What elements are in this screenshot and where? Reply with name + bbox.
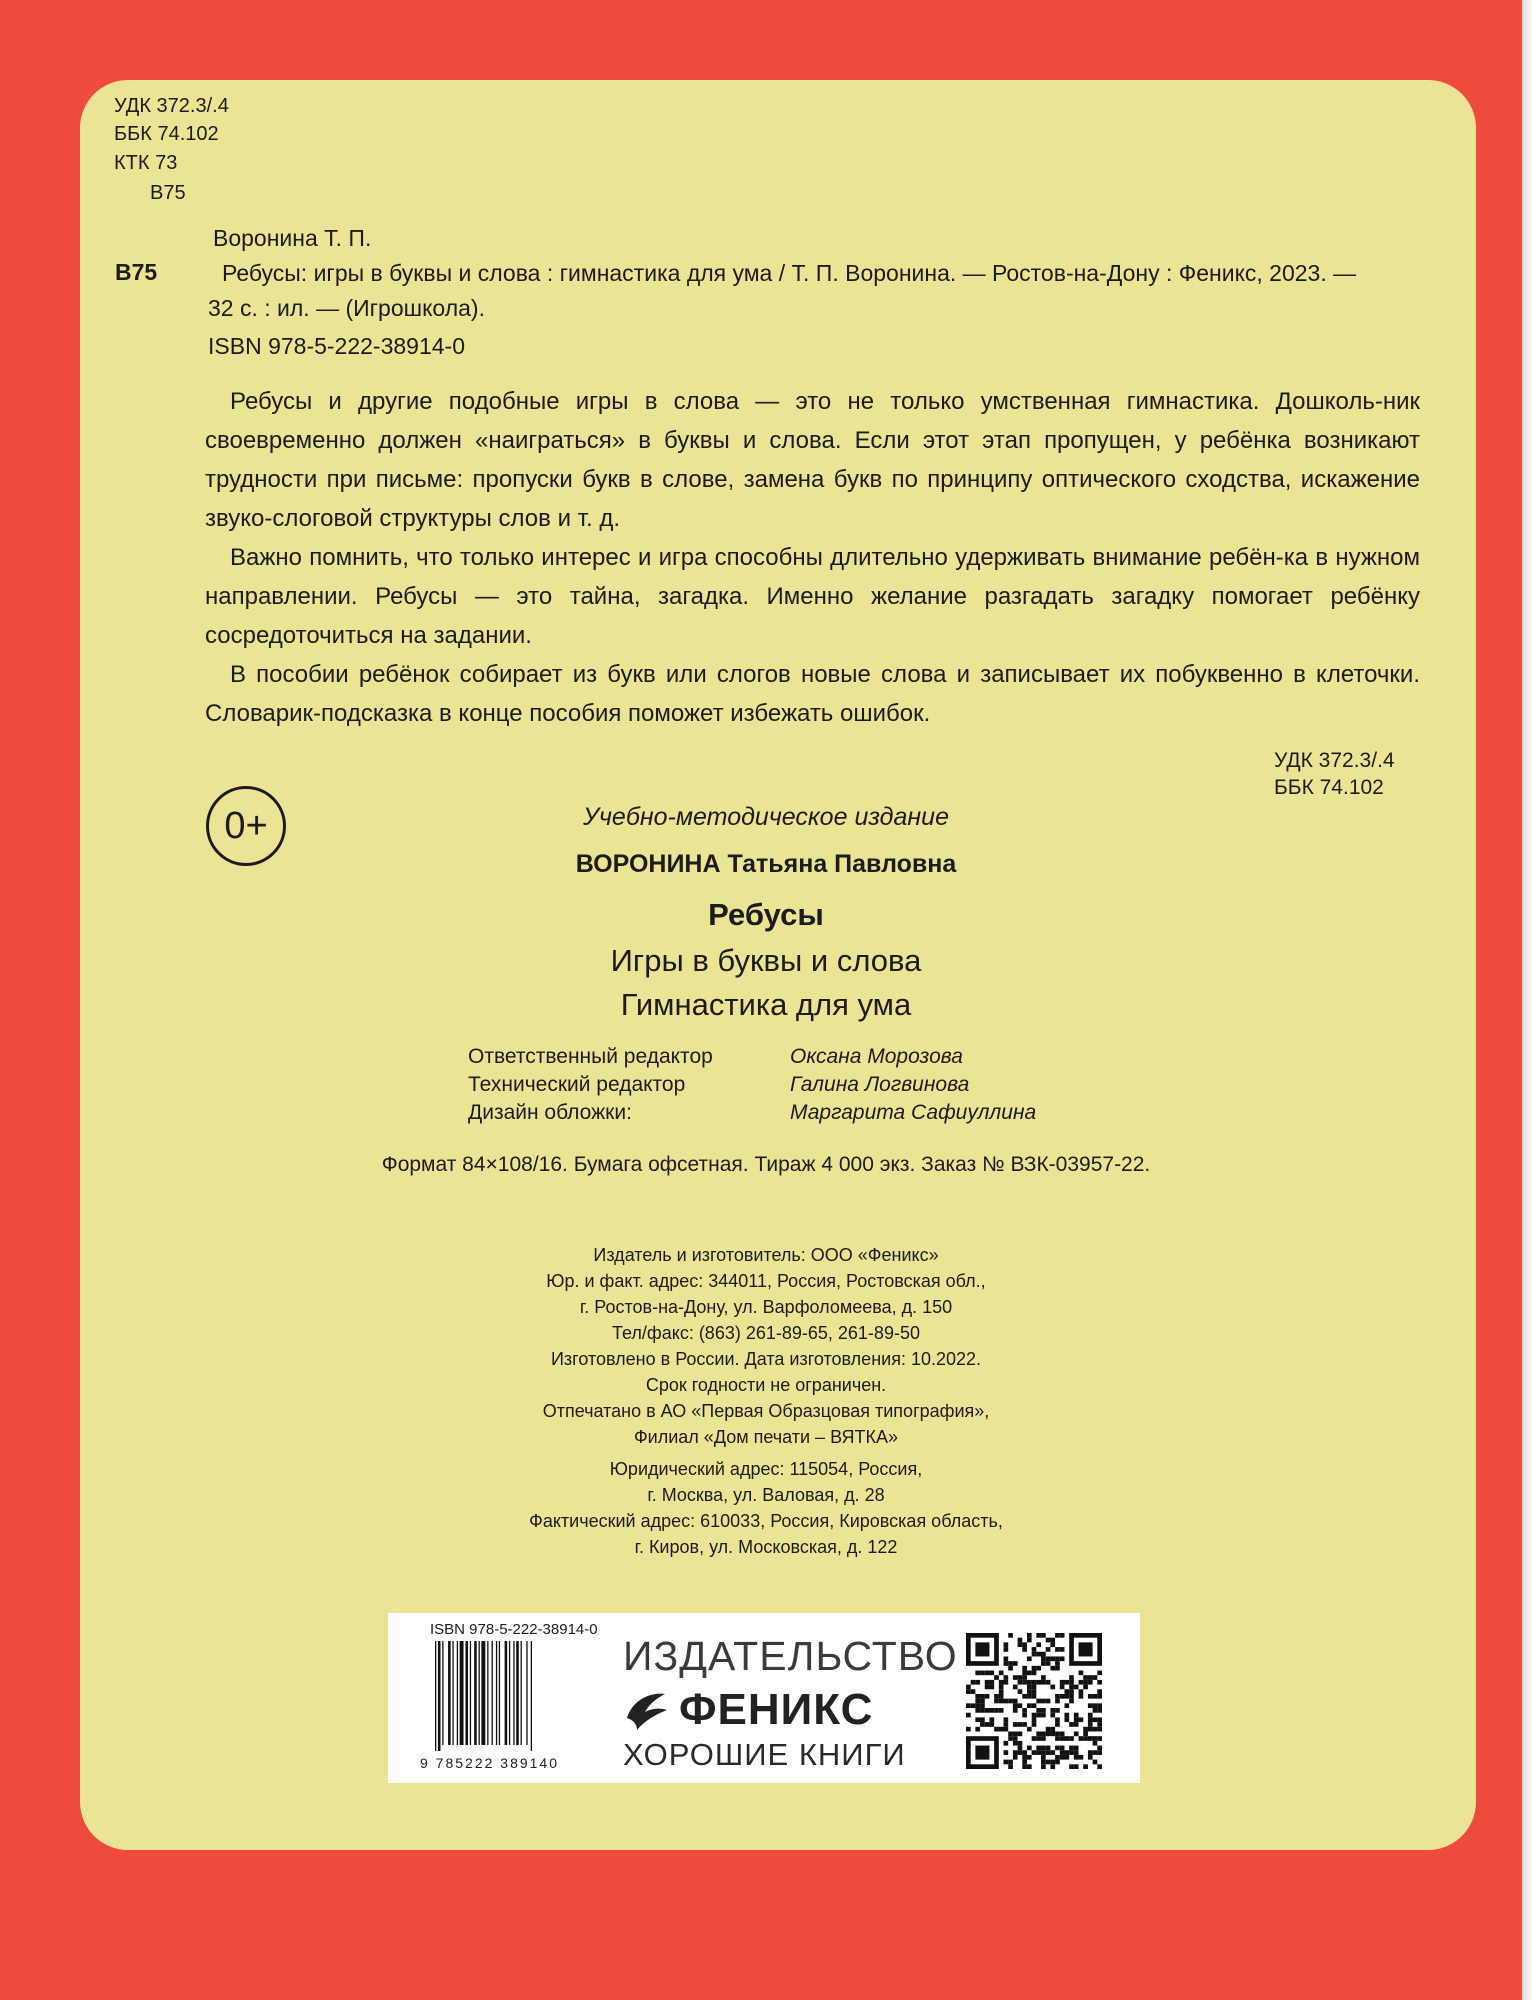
publisher-line: Тел/факс: (863) 261-89-65, 261-89-50	[612, 1323, 920, 1343]
publisher-line: г. Ростов-на-Дону, ул. Варфоломеева, д. 150	[579, 1297, 953, 1317]
publisher-line: Юридический адрес: 115054, Россия,	[609, 1459, 923, 1479]
brand-logo	[623, 1685, 873, 1735]
publisher-line: Фактический адрес: 610033, Россия, Кировская область,	[529, 1511, 1003, 1531]
author-sign: В75	[150, 182, 186, 204]
barcode-sticker	[388, 1613, 1140, 1783]
qr-code-icon	[966, 1633, 1102, 1769]
barcode-digits: 9 785222 389140	[420, 1755, 559, 1771]
credit-name: Оксана Морозова	[790, 1045, 963, 1068]
credit-role: Ответственный редактор	[468, 1045, 713, 1068]
brand-publishing-house: ИЗДАТЕЛЬСТВО	[623, 1633, 958, 1679]
udk-code: УДК 372.3/.4	[114, 95, 229, 117]
brand-name: ФЕНИКС	[679, 1685, 874, 1734]
udk-right: УДК 372.3/.4	[1274, 749, 1395, 772]
publisher-info	[0, 1242, 1532, 1560]
publisher-line: Срок годности не ограничен.	[645, 1375, 887, 1395]
edition-type: Учебно-методическое издание	[583, 803, 949, 831]
annotation	[205, 382, 1420, 733]
brand-slogan: ХОРОШИЕ КНИГИ	[623, 1737, 906, 1772]
annotation-paragraph: Важно помнить, что только интерес и игра способны длительно удерживать внимание ребён-ка в нужном направлении. Ребусы — это тайна, загадка. Именно желание разгадать загадку помогает ребёнку сосредоточиться на задании.	[205, 544, 1420, 649]
barcode-isbn: ISBN 978-5-222-38914-0	[430, 1621, 598, 1638]
publisher-line: г. Москва, ул. Валовая, д. 28	[647, 1485, 885, 1505]
annotation-paragraph: В пособии ребёнок собирает из букв или слогов новые слова и записывает их побуквенно в клеточки. Словарик-подсказка в конце пособия поможет избежать ошибок.	[205, 661, 1420, 727]
publisher-line: Издатель и изготовитель: ООО «Феникс»	[593, 1245, 939, 1265]
bib-line-1: Ребусы: игры в буквы и слова : гимнастика для ума / Т. П. Воронина. — Ростов-на-Дону : Феникс, 2023. —	[222, 260, 1357, 286]
publisher-line: Юр. и факт. адрес: 344011, Россия, Ростовская обл.,	[546, 1271, 986, 1291]
credit-name: Галина Логвинова	[790, 1073, 970, 1096]
publisher-line: Изготовлено в России. Дата изготовления: 10.2022.	[550, 1349, 982, 1369]
bib-code: В75	[115, 259, 158, 285]
age-rating-badge: 0+	[206, 786, 286, 866]
format-line: Формат 84×108/16. Бумага офсетная. Тираж 4 000 экз. Заказ № ВЗК-03957-22.	[381, 1153, 1151, 1176]
bib-line-2: 32 с. : ил. — (Игрошкола).	[208, 295, 485, 321]
annotation-paragraph: Ребусы и другие подобные игры в слова — это не только умственная гимнастика. Дошколь-ник своевременно должен «наиграться» в буквы и слова. Если этот этап пропущен, у ребёнка возникают трудности при письме: пропуски букв в слове, замена букв по принципу оптического сходства, искажение звуко-слоговой структуры слов и т. д.	[205, 388, 1420, 532]
bbk-code: ББК 74.102	[114, 123, 219, 145]
publisher-line: Отпечатано в АО «Первая Образцовая типография»,	[542, 1401, 990, 1421]
author-full-name: ВОРОНИНА Татьяна Павловна	[575, 850, 957, 878]
book-subtitle-2: Гимнастика для ума	[620, 987, 912, 1022]
bib-author: Воронина Т. П.	[213, 225, 372, 251]
book-title: Ребусы	[708, 897, 824, 932]
credit-role: Технический редактор	[468, 1073, 686, 1096]
credit-name: Маргарита Сафиуллина	[790, 1101, 1037, 1124]
bbk-right: ББК 74.102	[1274, 776, 1384, 799]
publisher-line: г. Киров, ул. Московская, д. 122	[634, 1537, 898, 1557]
phoenix-icon	[623, 1688, 669, 1732]
bib-isbn: ISBN 978-5-222-38914-0	[208, 333, 465, 359]
ktk-code: КТК 73	[114, 152, 178, 174]
credit-role: Дизайн обложки:	[468, 1101, 632, 1124]
book-subtitle-1: Игры в буквы и слова	[610, 943, 922, 978]
publisher-line: Филиал «Дом печати – ВЯТКА»	[634, 1427, 898, 1447]
barcode-bars	[433, 1641, 576, 1751]
